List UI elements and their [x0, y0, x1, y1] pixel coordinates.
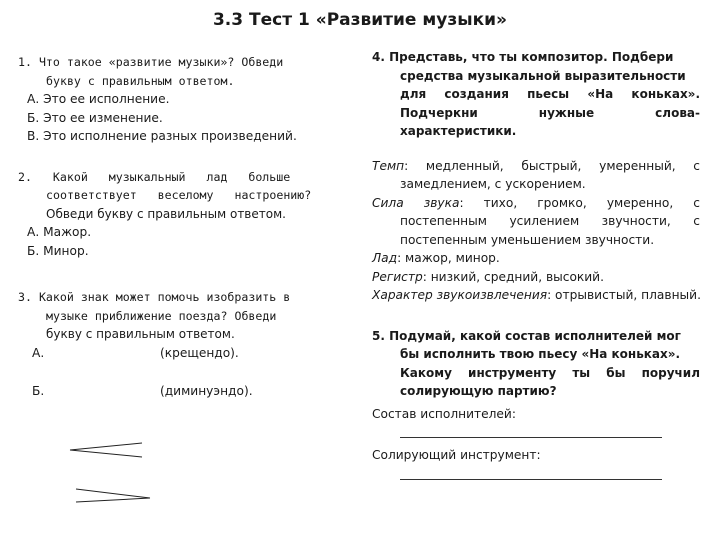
- option-b-label[interactable]: Б.: [32, 383, 45, 398]
- force-options-cont-2[interactable]: постепенным уменьшением звучности.: [400, 232, 655, 247]
- left-column: [18, 53, 346, 410]
- question-2-line-1: 2. Какой музыкальный лад больше: [18, 169, 291, 184]
- mode-item: [372, 249, 700, 268]
- tempo-label: Темп: [372, 158, 405, 173]
- question-5-text: [372, 327, 700, 401]
- crescendo-sign-icon: [68, 440, 144, 460]
- answer-option[interactable]: Б. Минор.: [27, 243, 89, 258]
- character-item: [372, 286, 700, 305]
- question-5-line-4: солирующую партию?: [400, 384, 557, 398]
- option-a-label[interactable]: А.: [32, 345, 45, 360]
- question-2-line-3: Обведи букву с правильным ответом.: [46, 206, 286, 221]
- tempo-options-cont[interactable]: замедлением, с ускорением.: [400, 177, 586, 191]
- answer-option[interactable]: Б. Это ее изменение.: [27, 110, 163, 125]
- tempo-options[interactable]: : медленный, быстрый, умеренный, с: [404, 158, 700, 173]
- answer-option[interactable]: А. Мажор.: [27, 225, 92, 239]
- question-4-line-4: Подчеркни нужные слова-характеристики.: [400, 105, 700, 138]
- question-5-line-3: Какому инструменту ты бы поручил: [400, 365, 700, 380]
- question-2-line-2: соответствует веселому настроению?: [46, 188, 312, 202]
- question-4-text: [372, 48, 700, 141]
- question-5-line-2: бы исполнить твою пьесу «На коньках».: [400, 347, 681, 361]
- question-4-line-2: средства музыкальной выразительности: [400, 68, 686, 83]
- option-b-row[interactable]: [18, 382, 346, 410]
- performers-answer-line[interactable]: [400, 423, 662, 438]
- option-b-sign-name: (диминуэндо).: [160, 383, 253, 398]
- force-label: Сила звука: [372, 195, 460, 210]
- option-a-sign-name: (крещендо).: [160, 345, 239, 360]
- register-options[interactable]: : низкий, средний, высокий.: [422, 269, 604, 284]
- question-2: [18, 168, 346, 261]
- question-1-line-2: букву с правильным ответом.: [46, 73, 235, 88]
- option-a-row[interactable]: [18, 344, 346, 372]
- performers-label: Состав исполнителей:: [372, 406, 516, 421]
- question-5-line-1: 5. Подумай, какой состав исполнителей мог: [372, 328, 681, 343]
- question-1: [18, 53, 346, 146]
- question-1-line-1: 1. Что такое «развитие музыки»? Обведи: [18, 55, 284, 69]
- page-title: 3.3 Тест 1 «Развитие музыки»: [212, 10, 508, 30]
- question-2-text: [18, 168, 346, 224]
- question-1-text: [18, 53, 346, 90]
- question-3-line-3: букву с правильным ответом.: [46, 327, 235, 341]
- question-4-line-1: 4. Представь, что ты композитор. Подбери: [372, 50, 674, 64]
- mode-options[interactable]: : мажор, минор.: [397, 251, 500, 265]
- question-4-line-3: для создания пьесы «На коньках».: [400, 87, 700, 101]
- question-3-line-2: музыке приближение поезда? Обведи: [46, 308, 277, 323]
- force-options-cont[interactable]: постепенным усилением звучности, с: [400, 214, 700, 228]
- character-options[interactable]: : отрывистый, плавный.: [547, 288, 701, 302]
- force-item: [372, 194, 700, 250]
- answer-option[interactable]: А. Это ее исполнение.: [27, 92, 170, 106]
- diminuendo-sign-icon: [74, 486, 152, 504]
- register-item: [372, 268, 700, 287]
- question-3: [18, 288, 346, 410]
- solo-instrument-answer-line[interactable]: [400, 465, 662, 480]
- force-options[interactable]: : тихо, громко, умеренно, с: [459, 195, 700, 210]
- solo-instrument-label: Солирующий инструмент:: [372, 448, 541, 462]
- register-label: Регистр: [372, 269, 423, 284]
- right-column: [372, 48, 700, 480]
- answer-option[interactable]: В. Это исполнение разных произведений.: [27, 129, 297, 143]
- question-3-line-1: 3. Какой знак может помочь изобразить в: [18, 290, 291, 304]
- question-3-text: [18, 288, 346, 344]
- mode-label: Лад: [372, 251, 398, 265]
- tempo-item: [372, 157, 700, 194]
- character-label: Характер звукоизвлечения: [372, 288, 548, 302]
